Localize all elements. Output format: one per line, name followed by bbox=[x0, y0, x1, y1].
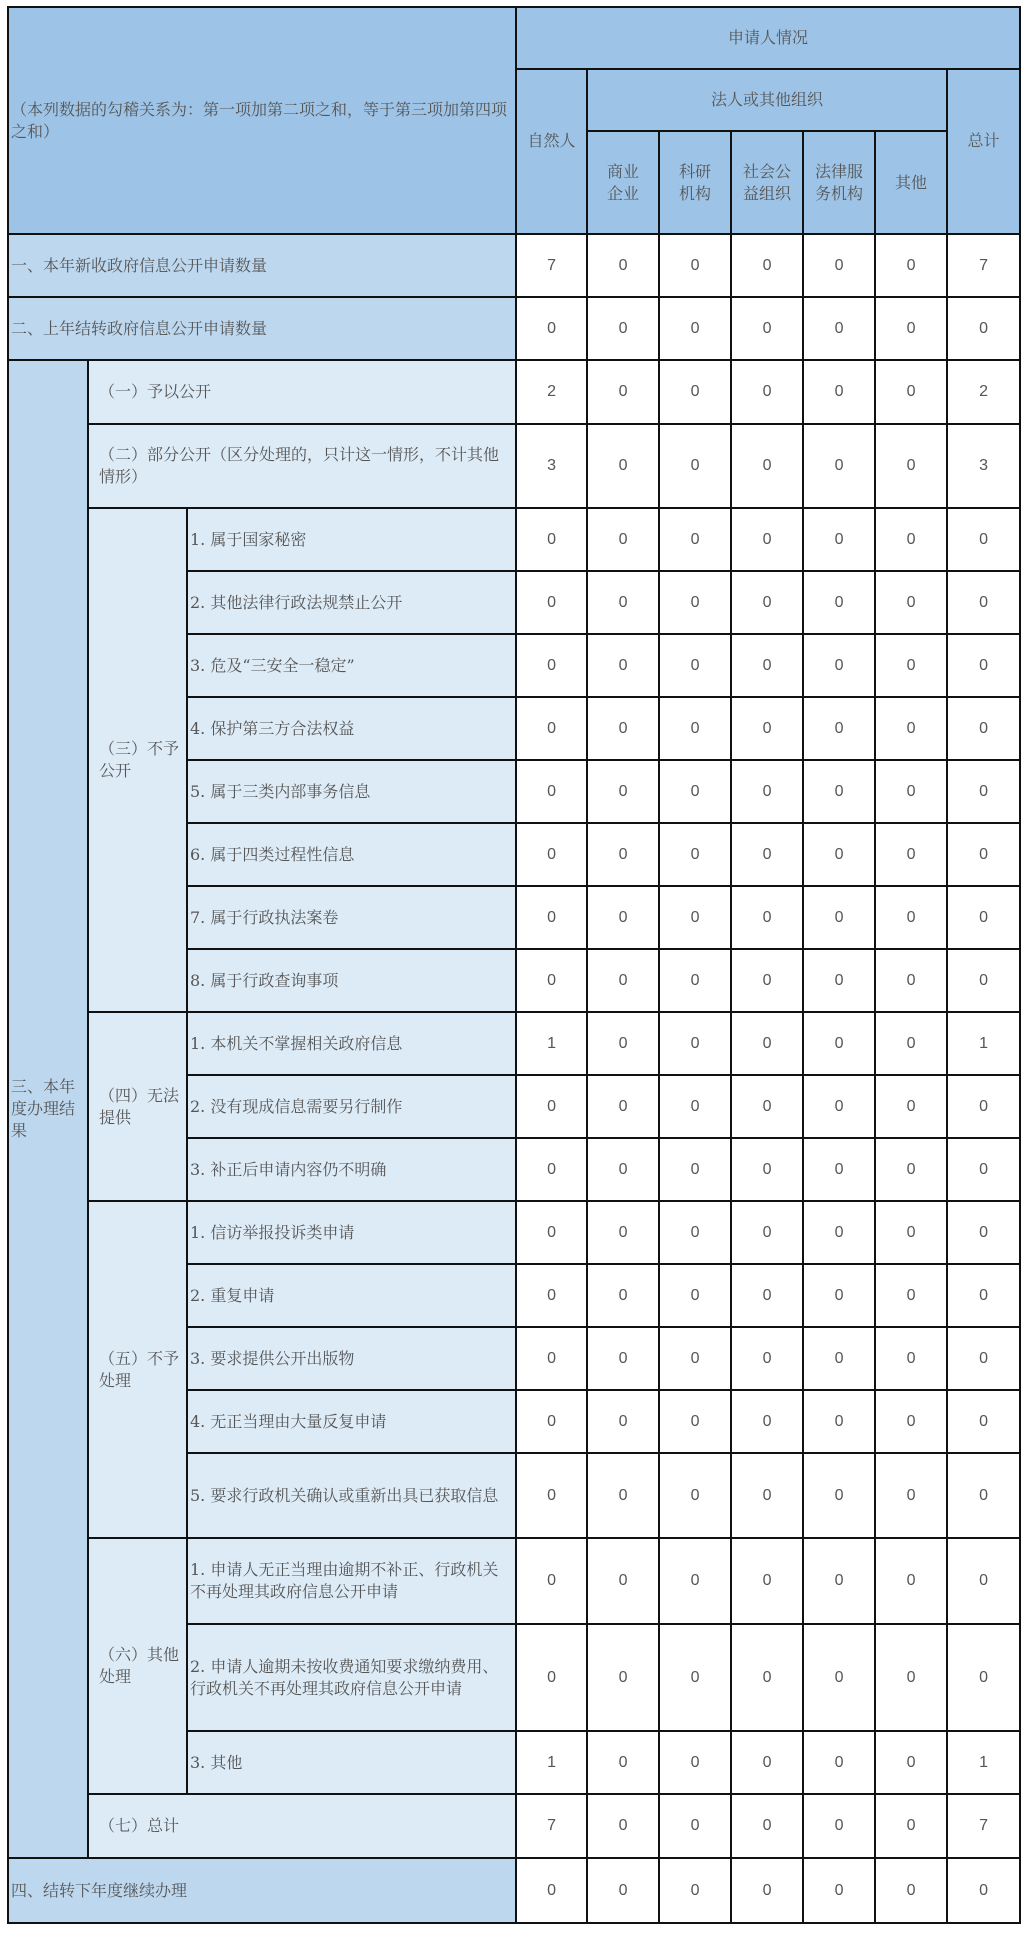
value-cell: 0 bbox=[803, 424, 875, 508]
value-cell: 1 bbox=[947, 1731, 1020, 1794]
value-cell: 0 bbox=[659, 360, 731, 424]
value-cell: 0 bbox=[731, 571, 803, 634]
value-cell: 0 bbox=[947, 1264, 1020, 1327]
item-label: 3. 要求提供公开出版物 bbox=[187, 1327, 516, 1390]
item-label: 6. 属于四类过程性信息 bbox=[187, 823, 516, 886]
value-cell: 0 bbox=[803, 360, 875, 424]
header-legal-service-org bbox=[803, 131, 875, 234]
value-cell: 0 bbox=[947, 1453, 1020, 1538]
value-cell: 0 bbox=[587, 234, 659, 297]
value-cell: 0 bbox=[587, 1012, 659, 1075]
value-cell: 0 bbox=[947, 949, 1020, 1012]
group-label-unable-to-provide: （四）无法提供 bbox=[88, 1012, 187, 1201]
table-row bbox=[8, 360, 1020, 424]
value-cell: 0 bbox=[731, 424, 803, 508]
value-cell: 0 bbox=[947, 1858, 1020, 1923]
value-cell: 0 bbox=[731, 1075, 803, 1138]
header-line: 法律服 bbox=[815, 161, 864, 181]
value-cell: 0 bbox=[659, 234, 731, 297]
value-cell: 1 bbox=[947, 1012, 1020, 1075]
table-row bbox=[8, 1858, 1020, 1923]
item-label: 2. 申请人逾期未按收费通知要求缴纳费用、行政机关不再处理其政府信息公开申请 bbox=[187, 1624, 516, 1731]
value-cell: 0 bbox=[947, 1390, 1020, 1453]
value-cell: 0 bbox=[803, 697, 875, 760]
value-cell: 7 bbox=[516, 234, 587, 297]
value-cell: 0 bbox=[875, 234, 947, 297]
value-cell: 1 bbox=[516, 1012, 587, 1075]
value-cell: 0 bbox=[587, 1538, 659, 1624]
value-cell: 0 bbox=[875, 508, 947, 571]
value-cell: 0 bbox=[587, 1264, 659, 1327]
value-cell: 0 bbox=[587, 297, 659, 360]
value-cell: 0 bbox=[875, 1075, 947, 1138]
value-cell: 0 bbox=[875, 424, 947, 508]
value-cell: 0 bbox=[875, 1731, 947, 1794]
value-cell: 0 bbox=[803, 886, 875, 949]
value-cell: 0 bbox=[587, 1624, 659, 1731]
value-cell: 0 bbox=[659, 634, 731, 697]
value-cell: 0 bbox=[875, 1264, 947, 1327]
value-cell: 0 bbox=[659, 297, 731, 360]
item-label: 5. 要求行政机关确认或重新出具已获取信息 bbox=[187, 1453, 516, 1538]
group-label-not-processed: （五）不予处理 bbox=[88, 1201, 187, 1538]
value-cell: 0 bbox=[947, 1201, 1020, 1264]
table-row bbox=[8, 508, 1020, 571]
value-cell: 0 bbox=[875, 634, 947, 697]
item-label: 3. 其他 bbox=[187, 1731, 516, 1794]
row-label-carried-over: 二、上年结转政府信息公开申请数量 bbox=[8, 297, 516, 360]
value-cell: 0 bbox=[659, 1390, 731, 1453]
value-cell: 0 bbox=[731, 1390, 803, 1453]
gov-info-disclosure-table bbox=[7, 6, 1021, 1924]
header-legal-or-other-org: 法人或其他组织 bbox=[587, 69, 947, 131]
value-cell: 0 bbox=[803, 1264, 875, 1327]
value-cell: 0 bbox=[587, 360, 659, 424]
value-cell: 0 bbox=[587, 1138, 659, 1201]
value-cell: 0 bbox=[587, 1201, 659, 1264]
value-cell: 0 bbox=[803, 297, 875, 360]
value-cell: 0 bbox=[587, 1731, 659, 1794]
item-label: 2. 其他法律行政法规禁止公开 bbox=[187, 571, 516, 634]
value-cell: 0 bbox=[803, 760, 875, 823]
value-cell: 0 bbox=[516, 697, 587, 760]
value-cell: 0 bbox=[875, 1201, 947, 1264]
value-cell: 0 bbox=[516, 823, 587, 886]
value-cell: 0 bbox=[875, 1138, 947, 1201]
value-cell: 0 bbox=[659, 760, 731, 823]
item-label: 3. 危及“三安全一稳定” bbox=[187, 634, 516, 697]
item-label: 2. 没有现成信息需要另行制作 bbox=[187, 1075, 516, 1138]
value-cell: 0 bbox=[803, 571, 875, 634]
value-cell: 3 bbox=[516, 424, 587, 508]
table-row bbox=[8, 424, 1020, 508]
value-cell: 0 bbox=[803, 1012, 875, 1075]
value-cell: 0 bbox=[659, 1075, 731, 1138]
value-cell: 0 bbox=[731, 234, 803, 297]
header-line: 科研 bbox=[679, 161, 712, 181]
value-cell: 0 bbox=[875, 886, 947, 949]
value-cell: 0 bbox=[875, 1453, 947, 1538]
value-cell: 0 bbox=[587, 571, 659, 634]
value-cell: 0 bbox=[875, 760, 947, 823]
value-cell: 0 bbox=[947, 697, 1020, 760]
value-cell: 0 bbox=[947, 297, 1020, 360]
value-cell: 0 bbox=[731, 1538, 803, 1624]
item-label: 2. 重复申请 bbox=[187, 1264, 516, 1327]
value-cell: 0 bbox=[947, 1138, 1020, 1201]
value-cell: 0 bbox=[516, 297, 587, 360]
value-cell: 0 bbox=[516, 1453, 587, 1538]
item-label: 5. 属于三类内部事务信息 bbox=[187, 760, 516, 823]
group-label-not-disclosed: （三）不予公开 bbox=[88, 508, 187, 1012]
value-cell: 0 bbox=[731, 1624, 803, 1731]
value-cell: 0 bbox=[659, 823, 731, 886]
value-cell: 0 bbox=[803, 1075, 875, 1138]
value-cell: 0 bbox=[803, 1201, 875, 1264]
header-commercial-enterprise bbox=[587, 131, 659, 234]
value-cell: 0 bbox=[516, 1390, 587, 1453]
header-applicant-situation: 申请人情况 bbox=[516, 7, 1020, 69]
value-cell: 0 bbox=[875, 297, 947, 360]
table-row bbox=[8, 297, 1020, 360]
value-cell: 0 bbox=[731, 297, 803, 360]
value-cell: 0 bbox=[587, 1858, 659, 1923]
value-cell: 0 bbox=[516, 571, 587, 634]
value-cell: 7 bbox=[516, 1794, 587, 1858]
value-cell: 0 bbox=[587, 760, 659, 823]
value-cell: 0 bbox=[803, 823, 875, 886]
value-cell: 0 bbox=[731, 823, 803, 886]
value-cell: 0 bbox=[803, 949, 875, 1012]
value-cell: 0 bbox=[947, 886, 1020, 949]
value-cell: 0 bbox=[803, 508, 875, 571]
value-cell: 0 bbox=[731, 1453, 803, 1538]
value-cell: 0 bbox=[803, 1453, 875, 1538]
value-cell: 0 bbox=[516, 1858, 587, 1923]
header-line: 企业 bbox=[607, 183, 640, 203]
value-cell: 0 bbox=[587, 634, 659, 697]
value-cell: 0 bbox=[803, 1858, 875, 1923]
value-cell: 0 bbox=[731, 508, 803, 571]
value-cell: 0 bbox=[587, 508, 659, 571]
value-cell: 0 bbox=[947, 634, 1020, 697]
table-row bbox=[8, 1201, 1020, 1264]
value-cell: 0 bbox=[947, 571, 1020, 634]
value-cell: 0 bbox=[659, 1201, 731, 1264]
value-cell: 0 bbox=[731, 634, 803, 697]
item-label: 1. 本机关不掌握相关政府信息 bbox=[187, 1012, 516, 1075]
row-label-new-requests: 一、本年新收政府信息公开申请数量 bbox=[8, 234, 516, 297]
value-cell: 0 bbox=[731, 1138, 803, 1201]
value-cell: 0 bbox=[731, 886, 803, 949]
table-row bbox=[8, 234, 1020, 297]
value-cell: 0 bbox=[875, 1390, 947, 1453]
value-cell: 0 bbox=[659, 571, 731, 634]
row-label-disclosed: （一）予以公开 bbox=[88, 360, 516, 424]
value-cell: 0 bbox=[659, 1731, 731, 1794]
value-cell: 0 bbox=[875, 1794, 947, 1858]
value-cell: 0 bbox=[659, 424, 731, 508]
value-cell: 0 bbox=[659, 1012, 731, 1075]
value-cell: 0 bbox=[803, 1794, 875, 1858]
value-cell: 0 bbox=[587, 697, 659, 760]
table-row bbox=[8, 1794, 1020, 1858]
header-line: 益组织 bbox=[743, 183, 792, 203]
value-cell: 0 bbox=[875, 1538, 947, 1624]
header-total: 总计 bbox=[947, 69, 1020, 234]
value-cell: 0 bbox=[516, 1264, 587, 1327]
value-cell: 0 bbox=[659, 886, 731, 949]
row-label-partially-disclosed: （二）部分公开（区分处理的，只计这一情形，不计其他情形） bbox=[88, 424, 516, 508]
value-cell: 0 bbox=[516, 1327, 587, 1390]
value-cell: 0 bbox=[803, 634, 875, 697]
value-cell: 0 bbox=[516, 760, 587, 823]
row-label-handling-results: 三、本年度办理结果 bbox=[8, 360, 88, 1858]
value-cell: 0 bbox=[875, 1327, 947, 1390]
value-cell: 0 bbox=[516, 1075, 587, 1138]
value-cell: 0 bbox=[947, 1327, 1020, 1390]
value-cell: 1 bbox=[516, 1731, 587, 1794]
item-label: 4. 保护第三方合法权益 bbox=[187, 697, 516, 760]
value-cell: 0 bbox=[875, 1624, 947, 1731]
value-cell: 0 bbox=[516, 1624, 587, 1731]
value-cell: 0 bbox=[731, 1264, 803, 1327]
table-row bbox=[8, 1538, 1020, 1624]
value-cell: 0 bbox=[659, 697, 731, 760]
value-cell: 0 bbox=[731, 1201, 803, 1264]
value-cell: 0 bbox=[731, 949, 803, 1012]
value-cell: 0 bbox=[875, 823, 947, 886]
value-cell: 0 bbox=[803, 234, 875, 297]
value-cell: 0 bbox=[587, 424, 659, 508]
value-cell: 0 bbox=[587, 1075, 659, 1138]
value-cell: 7 bbox=[947, 1794, 1020, 1858]
value-cell: 7 bbox=[947, 234, 1020, 297]
header-natural-person: 自然人 bbox=[516, 69, 587, 234]
value-cell: 0 bbox=[731, 1327, 803, 1390]
item-label: 1. 申请人无正当理由逾期不补正、行政机关不再处理其政府信息公开申请 bbox=[187, 1538, 516, 1624]
value-cell: 0 bbox=[659, 1327, 731, 1390]
item-label: 1. 属于国家秘密 bbox=[187, 508, 516, 571]
value-cell: 3 bbox=[947, 424, 1020, 508]
value-cell: 0 bbox=[803, 1538, 875, 1624]
item-label: 8. 属于行政查询事项 bbox=[187, 949, 516, 1012]
value-cell: 0 bbox=[659, 1858, 731, 1923]
value-cell: 0 bbox=[516, 949, 587, 1012]
value-cell: 0 bbox=[803, 1327, 875, 1390]
value-cell: 0 bbox=[803, 1624, 875, 1731]
item-label: 3. 补正后申请内容仍不明确 bbox=[187, 1138, 516, 1201]
value-cell: 0 bbox=[803, 1138, 875, 1201]
value-cell: 0 bbox=[875, 571, 947, 634]
item-label: 7. 属于行政执法案卷 bbox=[187, 886, 516, 949]
value-cell: 0 bbox=[803, 1731, 875, 1794]
value-cell: 0 bbox=[516, 508, 587, 571]
value-cell: 0 bbox=[731, 1858, 803, 1923]
value-cell: 0 bbox=[659, 508, 731, 571]
value-cell: 0 bbox=[947, 508, 1020, 571]
value-cell: 0 bbox=[587, 1453, 659, 1538]
header-line: 务机构 bbox=[815, 183, 864, 203]
value-cell: 0 bbox=[947, 760, 1020, 823]
value-cell: 2 bbox=[947, 360, 1020, 424]
value-cell: 0 bbox=[875, 1012, 947, 1075]
value-cell: 0 bbox=[731, 760, 803, 823]
value-cell: 0 bbox=[587, 1794, 659, 1858]
value-cell: 0 bbox=[947, 823, 1020, 886]
value-cell: 0 bbox=[803, 1390, 875, 1453]
value-cell: 0 bbox=[875, 949, 947, 1012]
value-cell: 0 bbox=[875, 697, 947, 760]
table-row bbox=[8, 1012, 1020, 1075]
value-cell: 0 bbox=[587, 886, 659, 949]
header-note: （本列数据的勾稽关系为：第一项加第二项之和，等于第三项加第四项之和） bbox=[8, 7, 516, 234]
value-cell: 0 bbox=[731, 1731, 803, 1794]
item-label: 4. 无正当理由大量反复申请 bbox=[187, 1390, 516, 1453]
value-cell: 0 bbox=[587, 1390, 659, 1453]
value-cell: 0 bbox=[659, 1453, 731, 1538]
header-other: 其他 bbox=[875, 131, 947, 234]
value-cell: 0 bbox=[516, 1138, 587, 1201]
item-label: 1. 信访举报投诉类申请 bbox=[187, 1201, 516, 1264]
group-label-other-processing: （六）其他处理 bbox=[88, 1538, 187, 1794]
header-line: 社会公 bbox=[743, 161, 792, 181]
value-cell: 0 bbox=[731, 1012, 803, 1075]
row-label-subtotal: （七）总计 bbox=[88, 1794, 516, 1858]
header-public-welfare-org bbox=[731, 131, 803, 234]
value-cell: 0 bbox=[731, 697, 803, 760]
value-cell: 0 bbox=[587, 1327, 659, 1390]
value-cell: 0 bbox=[516, 634, 587, 697]
value-cell: 0 bbox=[516, 1201, 587, 1264]
value-cell: 0 bbox=[947, 1538, 1020, 1624]
value-cell: 0 bbox=[516, 1538, 587, 1624]
value-cell: 0 bbox=[659, 1624, 731, 1731]
header-research-institution bbox=[659, 131, 731, 234]
value-cell: 0 bbox=[731, 360, 803, 424]
value-cell: 0 bbox=[659, 949, 731, 1012]
value-cell: 0 bbox=[875, 1858, 947, 1923]
value-cell: 0 bbox=[947, 1624, 1020, 1731]
value-cell: 0 bbox=[587, 823, 659, 886]
row-label-carry-forward: 四、结转下年度继续办理 bbox=[8, 1858, 516, 1923]
header-line: 机构 bbox=[679, 183, 712, 203]
value-cell: 0 bbox=[875, 360, 947, 424]
value-cell: 0 bbox=[731, 1794, 803, 1858]
value-cell: 0 bbox=[516, 886, 587, 949]
value-cell: 0 bbox=[659, 1538, 731, 1624]
value-cell: 0 bbox=[659, 1138, 731, 1201]
value-cell: 0 bbox=[659, 1264, 731, 1327]
value-cell: 0 bbox=[947, 1075, 1020, 1138]
value-cell: 0 bbox=[587, 949, 659, 1012]
value-cell: 2 bbox=[516, 360, 587, 424]
header-line: 商业 bbox=[607, 161, 640, 181]
value-cell: 0 bbox=[659, 1794, 731, 1858]
